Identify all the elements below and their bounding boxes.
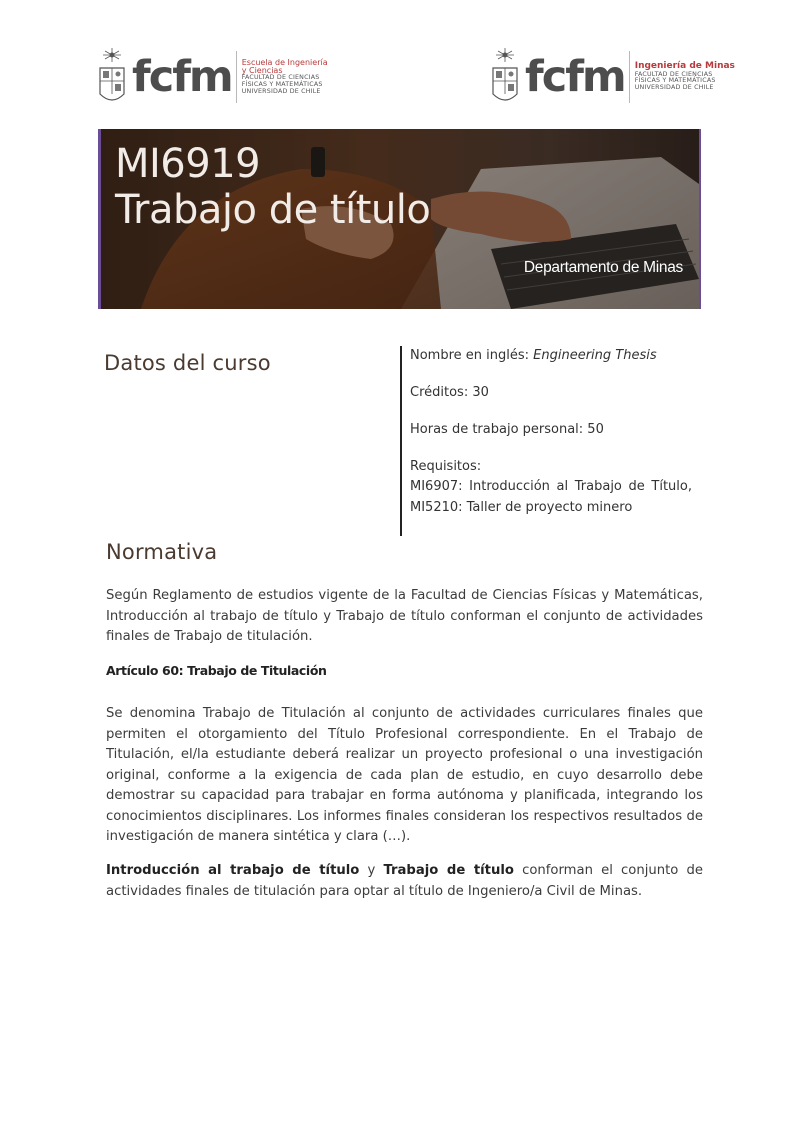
course-info-panel: [400, 346, 692, 536]
normativa-heading: Normativa: [106, 540, 218, 564]
university-crest-icon: [97, 46, 127, 108]
closing-paragraph: [106, 861, 703, 902]
logo-text-block: [242, 59, 328, 96]
course-title: Trabajo de título: [115, 187, 431, 233]
university-name-line: UNIVERSIDAD DE CHILE: [241, 87, 321, 95]
credits-row: Créditos: 30: [410, 385, 489, 400]
bold-course-name-thesis: Trabajo de título: [383, 863, 514, 878]
unit-name-line: Ingeniería de Minas: [634, 61, 735, 72]
course-banner: [98, 129, 701, 309]
english-name-label: Nombre en inglés:: [410, 348, 534, 363]
fcfm-logo-right: [490, 46, 735, 108]
logo-divider: [236, 51, 237, 103]
logo-text-block: [635, 62, 735, 91]
faculty-name-line: FACULTAD DE CIENCIAS: [241, 74, 320, 82]
unit-name-line: y Ciencias: [241, 66, 283, 76]
unit-name-line: Escuela de Ingeniería: [241, 57, 328, 67]
english-name-row: [410, 346, 692, 366]
normativa-intro-paragraph: Según Reglamento de estudios vigente de la Facultad de Ciencias Físicas y Matemáticas, Introducción al trabajo de título y Trabajo de título conforman el conjunto de actividades finales de Trabajo de titulación.: [106, 588, 703, 644]
fcfm-wordmark: fcfm: [525, 51, 625, 102]
faculty-name-line: FACULTAD DE CIENCIAS: [634, 70, 713, 78]
faculty-name-line: FÍSICAS Y MATEMÁTICAS: [634, 77, 716, 85]
article-paragraph: Se denomina Trabajo de Titulación al conjunto de actividades curriculares finales que permiten el otorgamiento del Título Profesional correspondiente. En el Trabajo de Titulación, el/la estudiante deberá realizar un proyecto profesional o una investigación original, conforme a la exigencia de cada plan de estudio, en cuyo desarrollo debe demostrar su capacidad para trabajar en forma autónoma y planificada, integrando los conocimientos disciplinares. Los informes finales consideran los respectivos resultados de investigación de manera sintética y clara (…).: [106, 706, 703, 844]
department-name: Departamento de Minas: [523, 259, 683, 276]
faculty-name-line: FÍSICAS Y MATEMÁTICAS: [241, 81, 323, 89]
fcfm-logo-left: [97, 46, 328, 108]
bold-course-name-intro: Introducción al trabajo de título: [106, 863, 360, 878]
requirements-value: MI6907: Introducción al Trabajo de Título, MI5210: Taller de proyecto minero: [410, 479, 692, 515]
logo-divider: [629, 51, 630, 103]
university-name-line: UNIVERSIDAD DE CHILE: [634, 84, 714, 92]
course-code: MI6919: [115, 141, 261, 187]
course-data-heading: Datos del curso: [104, 351, 271, 375]
closing-rest-text: conforman el conjunto de actividades finales de titulación para optar al título de Ingeniero/a Civil de Minas.: [106, 863, 703, 899]
article-heading: Artículo 60: Trabajo de Titulación: [106, 663, 327, 678]
hours-row: Horas de trabajo personal: 50: [410, 422, 604, 437]
english-name-value: Engineering Thesis: [533, 348, 657, 363]
requirements-label: Requisitos:: [410, 459, 482, 474]
fcfm-wordmark: fcfm: [132, 51, 232, 102]
closing-connector: y: [359, 863, 384, 878]
university-crest-icon: [490, 46, 520, 108]
